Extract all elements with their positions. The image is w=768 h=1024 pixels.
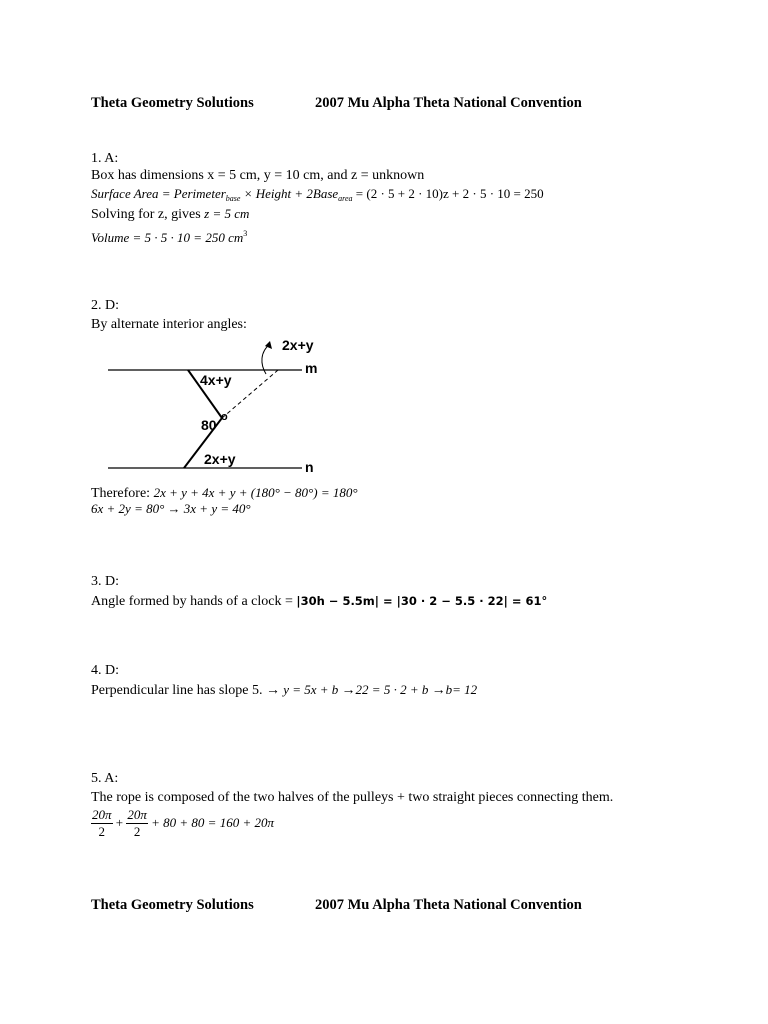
problem-3-label: 3. D: bbox=[91, 574, 119, 589]
header-title: Theta Geometry Solutions bbox=[91, 95, 254, 111]
page-header-2 bbox=[91, 897, 582, 914]
header-title: Theta Geometry Solutions bbox=[91, 897, 254, 913]
header-convention: 2007 Mu Alpha Theta National Convention bbox=[315, 897, 582, 913]
problem-1-text: Box has dimensions x = 5 cm, y = 10 cm, and z = unknown bbox=[91, 168, 425, 183]
label-angle-top-right: 2x+y bbox=[282, 337, 314, 353]
label-line-n: n bbox=[305, 459, 314, 475]
problem-1-surface-area: Surface Area = Perimeter$_{base}$ × Height + 2Base$_{area}$ = (2 · 5 + 2 · 10)z + 2 · 5 · 10 = 250 bbox=[91, 186, 544, 203]
problem-2-label: 2. D: bbox=[91, 298, 119, 313]
arrow-icon: → bbox=[265, 683, 280, 698]
problem-3-text: Angle formed by hands of a clock = |30h − 5.5m| = |30 · 2 − 5.5 · 22| = 61° bbox=[91, 594, 548, 609]
problem-2-result: 6x + 2y = 80° → 3x + y = 40° bbox=[91, 501, 251, 516]
problem-1-solving: Solving for z, gives z = 5 cm bbox=[91, 206, 250, 222]
label-line-m: m bbox=[305, 360, 318, 376]
fraction: $\frac{20\pi}{2}$ bbox=[127, 807, 147, 840]
problem-4-text: Perpendicular line has slope 5. → y = 5x + b →22 = 5 · 2 + b →b= 12 bbox=[91, 682, 478, 698]
label-angle-top-left: 4x+y bbox=[200, 372, 232, 388]
problem-1-label: 1. A: bbox=[91, 151, 119, 166]
fraction: $\frac{20\pi}{2}$ bbox=[92, 807, 112, 840]
problem-2-therefore: Therefore: 2x + y + 4x + y + (180° − 80°) = 180° bbox=[91, 485, 358, 501]
label-angle-80: 80 bbox=[201, 417, 217, 433]
label-degree: o bbox=[221, 411, 228, 423]
problem-5-text: The rope is composed of the two halves of the pulleys + two straight pieces connecting them. bbox=[91, 790, 614, 805]
problem-4-label: 4. D: bbox=[91, 663, 119, 678]
header-convention: 2007 Mu Alpha Theta National Convention bbox=[315, 95, 582, 111]
label-angle-bottom: 2x+y bbox=[204, 451, 236, 467]
problem-5-equation: $\frac{20\pi}{2}$ + $\frac{20\pi}{2}$ + 80 + 80 = 160 + 20π bbox=[92, 807, 274, 840]
arrow-icon: → bbox=[431, 683, 446, 698]
page-header bbox=[91, 95, 582, 112]
problem-2-text: By alternate interior angles: bbox=[91, 317, 247, 332]
problem-1-volume: Volume = 5 · 5 · 10 = 250 $cm^3$ bbox=[91, 229, 248, 245]
parallel-lines-diagram bbox=[100, 334, 340, 480]
arrow-icon: → bbox=[341, 683, 356, 698]
problem-5-label: 5. A: bbox=[91, 771, 119, 786]
